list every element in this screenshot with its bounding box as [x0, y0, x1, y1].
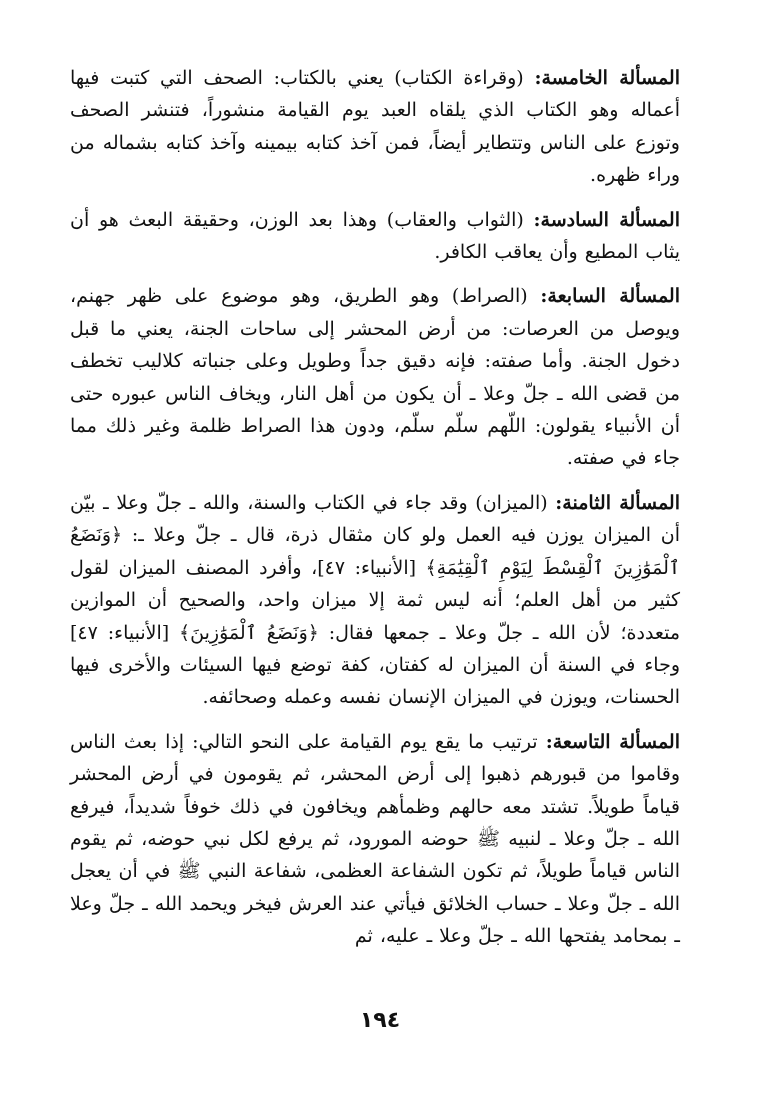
paragraph-heading: المسألة التاسعة: [545, 730, 680, 753]
page-number: ١٩٤ [359, 1008, 401, 1033]
paragraph-text: (الثواب والعقاب) وهذا بعد الوزن، وحقيقة البعث هو أن يثاب المطيع وأن يعاقب الكافر. [70, 208, 680, 264]
paragraph-text: ترتيب ما يقع يوم القيامة على النحو التالي: إذا بعث الناس وقاموا من قبورهم ذهبوا إلى أرض المحشر، ثم يقومون في أرض المحشر قياماً طويلاً. تشتد معه حالهم وظمأهم ويخافون في ذلك خوفاً شديداً، فيرفع الله ـ جلّ وعلا ـ لنبيه ﷺ حوضه المورود، ثم يرفع لكل نبي حوضه، ثم يقوم الناس قياماً طويلاً، ثم تكون الشفاعة العظمى، شفاعة النبي ﷺ في أن يعجل الله ـ جلّ وعلا ـ حساب الخلائق فيأتي عند العرش فيخر ويحمد الله ـ جلّ وعلا ـ بمحامد يفتحها الله ـ جلّ وعلا ـ عليه، ثم [70, 730, 680, 948]
paragraph-text: (الميزان) وقد جاء في الكتاب والسنة، والله ـ جلّ وعلا ـ بيّن أن الميزان يوزن فيه العمل ولو كان مثقال ذرة، قال ـ جلّ وعلا ـ: ﴿وَنَضَعُ ٱلْمَوَٰزِينَ ٱلْقِسْطَ لِيَوْمِ ٱلْقِيَٰمَةِ﴾ [الأنبياء: ٤٧]، وأفرد المصنف الميزان لقول كثير من أهل العلم؛ أنه ليس ثمة إلا ميزان واحد، والصحيح أن الموازين متعددة؛ لأن الله ـ جلّ وعلا ـ جمعها فقال: ﴿وَنَضَعُ ٱلْمَوَٰزِينَ﴾ [الأنبياء: ٤٧] وجاء في السنة أن الميزان له كفتان، كفة توضع فيها السيئات والأخرى فيها الحسنات، ويوزن في الميزان الإنسان نفسه وعمله وصحائفه. [70, 491, 680, 709]
paragraph-heading: المسألة السادسة: [533, 208, 680, 231]
paragraph-issue-7 [70, 280, 680, 474]
paragraph-issue-8 [70, 487, 680, 714]
paragraph-issue-6 [70, 204, 680, 269]
paragraph-issue-5 [70, 62, 680, 192]
paragraph-heading: المسألة الخامسة: [534, 67, 680, 89]
paragraph-text: (وقراءة الكتاب) يعني بالكتاب: الصحف التي كتبت فيها أعماله وهو الكتاب الذي يلقاه العبد يوم القيامة منشوراً، فتنشر الصحف وتوزع على الناس وتتطاير أيضاً، فمن آخذ كتابه بيمينه وآخذ كتابه بشماله من وراء ظهره. [70, 67, 680, 187]
paragraph-heading: المسألة السابعة: [540, 285, 680, 308]
paragraph-text: (الصراط) وهو الطريق، وهو موضوع على ظهر جهنم، ويوصل من العرصات: من أرض المحشر إلى ساحات الجنة، يعني ما قبل دخول الجنة. وأما صفته: فإنه دقيق جداً وطويل وعلى جنباته كلاليب تخطف من قضى الله ـ جلّ وعلا ـ أن يكون من أهل النار، ويخاف الناس عبوره حتى أن الأنبياء يقولون: اللّهم سلّم سلّم، ودون هذا الصراط ظلمة وغير ذلك مما جاء في صفته. [70, 285, 680, 470]
paragraph-issue-9 [70, 726, 680, 953]
page-body [70, 62, 680, 965]
paragraph-heading: المسألة الثامنة: [555, 491, 680, 514]
